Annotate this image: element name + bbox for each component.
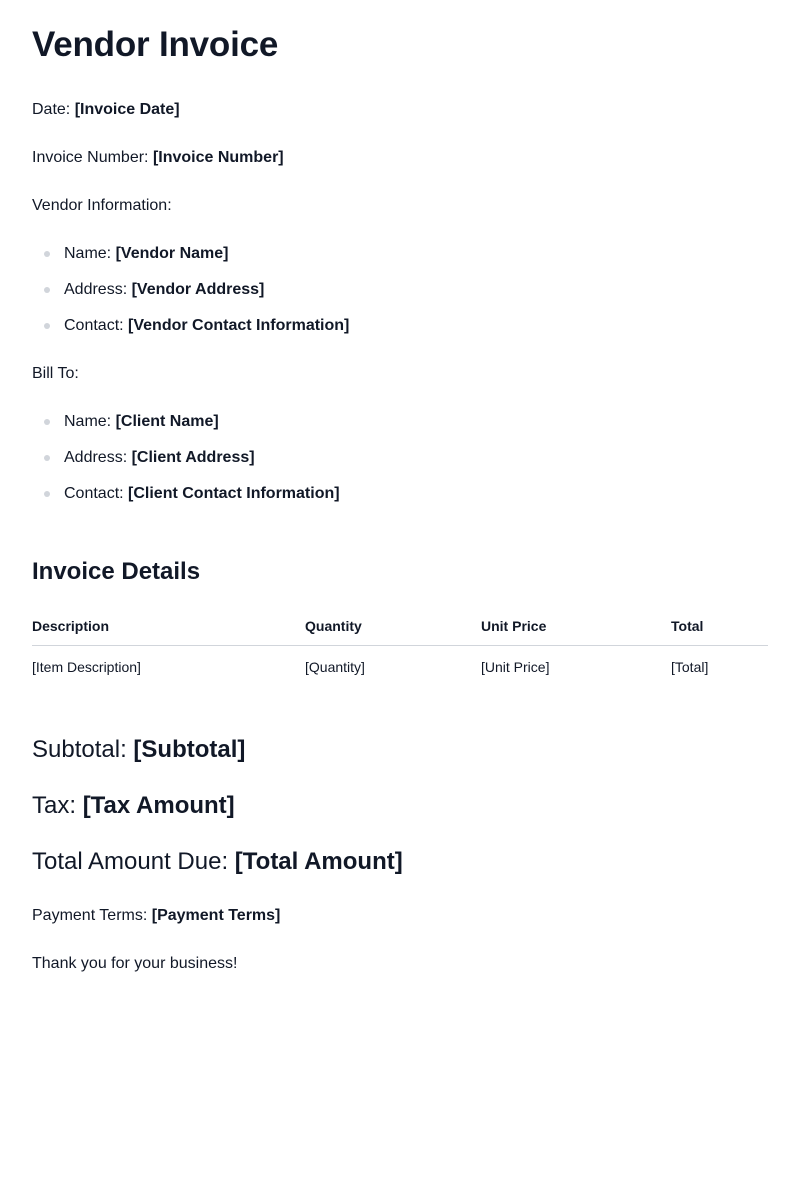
bullet-icon [44,491,50,497]
payment-terms-line [32,906,280,926]
column-header-description: Description [32,618,110,634]
client-address-label: Address: [64,449,132,466]
list-item [32,412,340,448]
client-contact-label: Contact: [64,485,129,502]
column-header-unit-price: Unit Price [481,618,547,634]
table-header-row [32,612,768,646]
vendor-contact-label: Contact: [64,317,129,334]
total-due-label: Total Amount Due: [32,848,235,875]
list-item [32,280,349,316]
list-item [32,484,340,520]
subtotal-value: [Subtotal] [133,736,246,763]
client-name-value: [Client Name] [115,413,219,430]
bullet-icon [44,287,50,293]
subtotal-label: Subtotal: [32,736,134,763]
tax-value: [Tax Amount] [82,792,235,819]
cell-total: [Total] [671,659,709,675]
bill-to-heading: Bill To: [32,365,79,382]
table-row [32,646,768,679]
bullet-icon [44,455,50,461]
client-contact-value: [Client Contact Information] [128,485,340,502]
client-name-label: Name: [64,413,116,430]
invoice-date-label: Date: [32,101,75,118]
thank-you-note: Thank you for your business! [32,955,238,972]
invoice-details-table [32,612,768,679]
vendor-contact-value: [Vendor Contact Information] [128,317,350,334]
subtotal-line [32,735,245,765]
bullet-icon [44,251,50,257]
vendor-name-label: Name: [64,245,116,262]
cell-description: [Item Description] [32,659,141,675]
list-item [32,316,349,352]
vendor-address-value: [Vendor Address] [131,281,265,298]
invoice-number-line [32,148,284,168]
vendor-address-label: Address: [64,281,132,298]
tax-label: Tax: [32,792,83,819]
invoice-date-value: [Invoice Date] [74,101,180,118]
bullet-icon [44,323,50,329]
column-header-total: Total [671,618,704,634]
vendor-info-heading: Vendor Information: [32,197,172,214]
vendor-name-value: [Vendor Name] [115,245,229,262]
cell-quantity: [Quantity] [305,659,365,675]
vendor-info-list [32,244,349,352]
column-header-quantity: Quantity [305,618,362,634]
total-due-value: [Total Amount] [234,848,403,875]
invoice-number-value: [Invoice Number] [152,149,284,166]
payment-terms-value: [Payment Terms] [151,907,281,924]
list-item [32,448,340,484]
page-title: Vendor Invoice [32,25,279,64]
list-item [32,244,349,280]
bullet-icon [44,419,50,425]
invoice-date-line [32,100,180,120]
payment-terms-label: Payment Terms: [32,907,152,924]
cell-unit-price: [Unit Price] [481,659,550,675]
tax-line [32,791,235,821]
invoice-number-label: Invoice Number: [32,149,153,166]
client-address-value: [Client Address] [131,449,255,466]
bill-to-list [32,412,340,520]
total-due-line [32,847,403,877]
invoice-details-heading: Invoice Details [32,558,201,585]
